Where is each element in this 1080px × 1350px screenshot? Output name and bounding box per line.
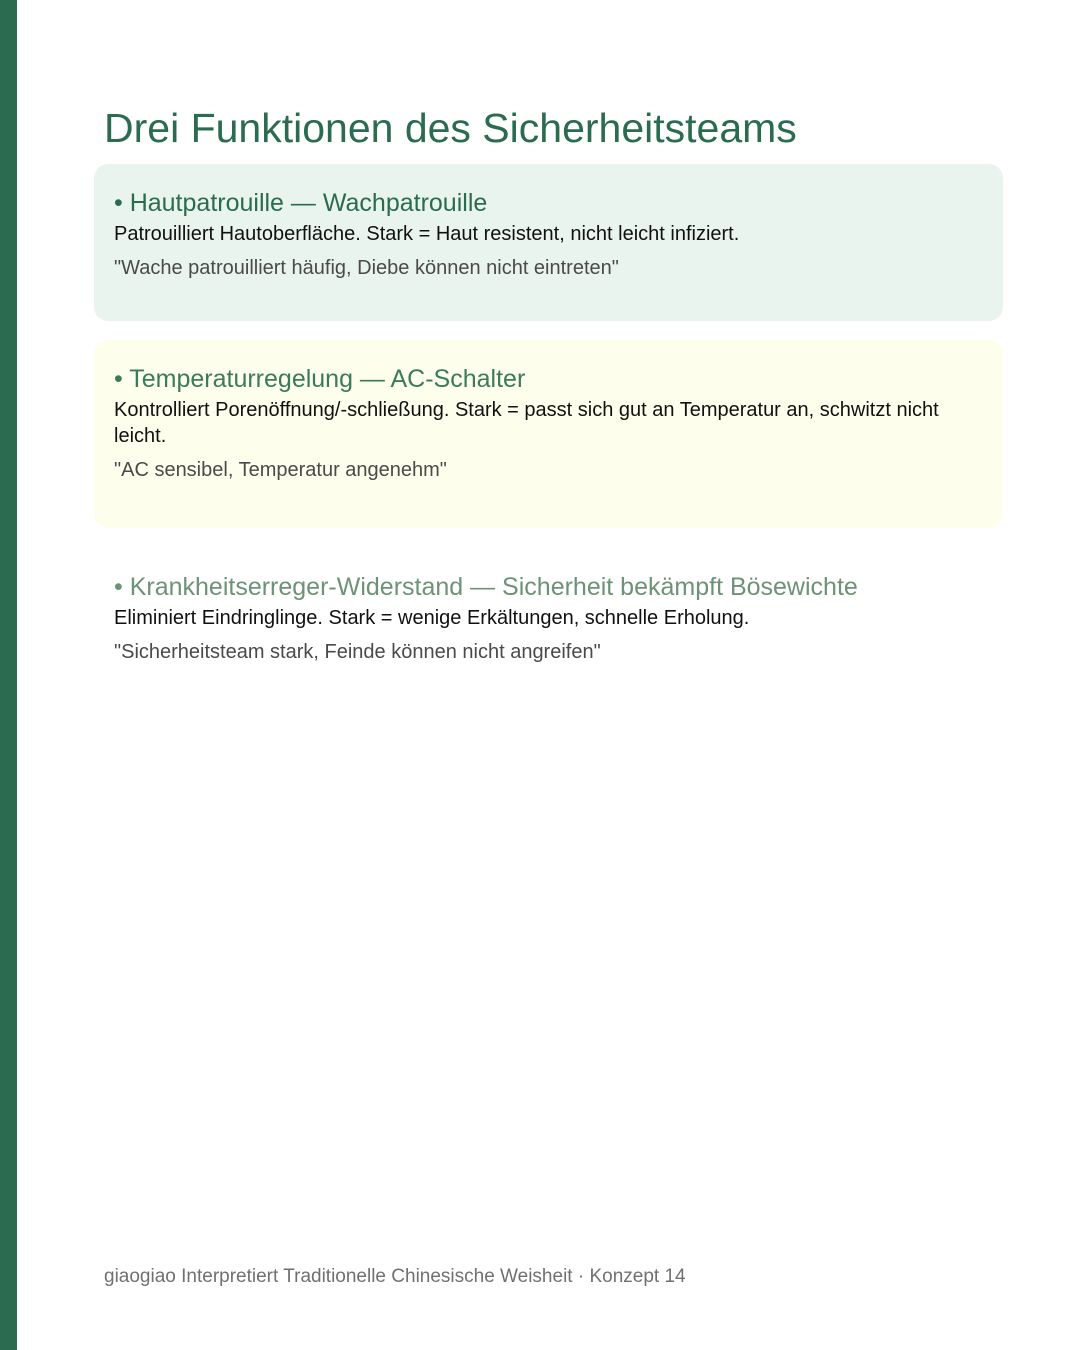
- card-description: Eliminiert Eindringlinge. Stark = wenige Erkältungen, schnelle Erholung.: [114, 607, 750, 629]
- card-skin-patrol: [94, 164, 1003, 321]
- card-temperature-control: [94, 340, 1003, 528]
- card-pathogen-resistance: [94, 548, 1003, 698]
- accent-bar: [0, 0, 17, 1350]
- card-quote: "Sicherheitsteam stark, Feinde können nicht angreifen": [114, 641, 601, 663]
- card-description: Kontrolliert Porenöffnung/-schließung. Stark = passt sich gut an Temperatur an, schwitzt nicht leicht.: [114, 399, 939, 447]
- page-title: Drei Funktionen des Sicherheitsteams: [104, 105, 797, 151]
- card-quote: "Wache patrouilliert häufig, Diebe können nicht eintreten": [114, 257, 619, 279]
- card-description: Patrouilliert Hautoberfläche. Stark = Haut resistent, nicht leicht infiziert.: [114, 223, 740, 245]
- card-quote: "AC sensibel, Temperatur angenehm": [114, 459, 447, 481]
- card-heading: • Hautpatrouille — Wachpatrouille: [114, 189, 488, 217]
- card-heading: • Temperaturregelung — AC-Schalter: [114, 365, 526, 393]
- footer-text: giaogiao Interpretiert Traditionelle Chinesische Weisheit · Konzept 14: [104, 1266, 686, 1287]
- card-heading: • Krankheitserreger-Widerstand — Sicherheit bekämpft Bösewichte: [114, 573, 858, 601]
